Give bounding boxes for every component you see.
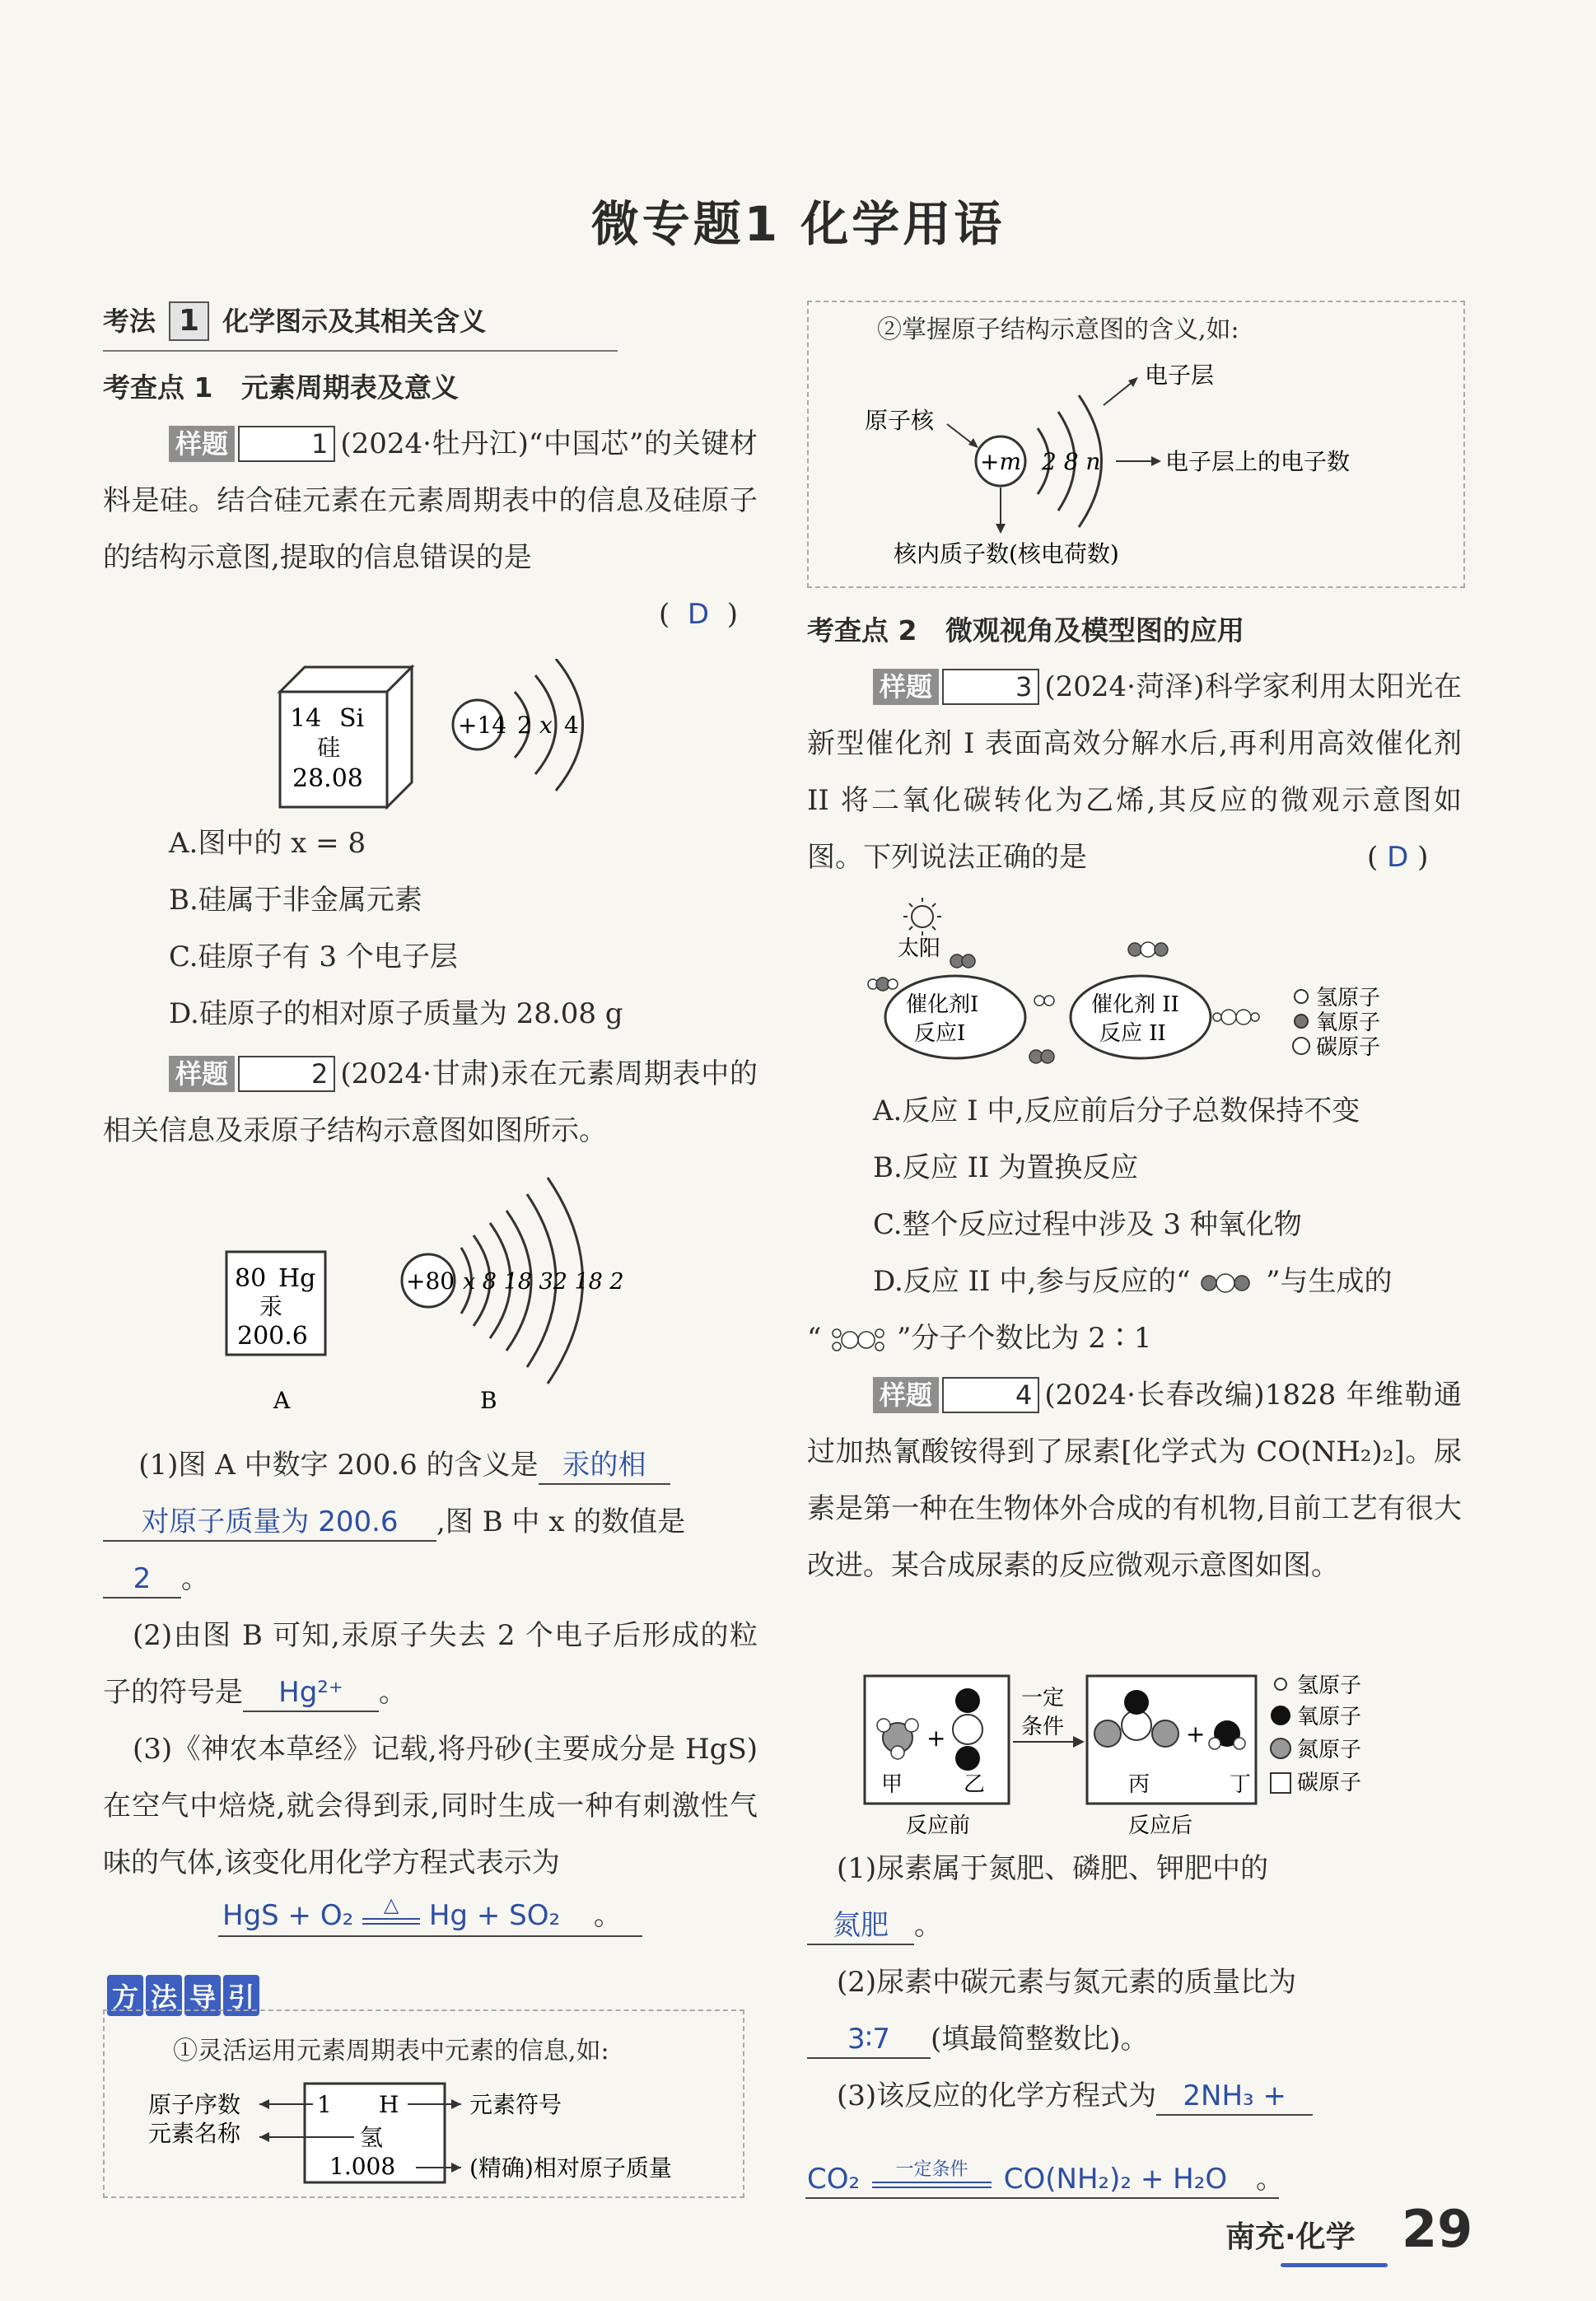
guide-item2: ②掌握原子结构示意图的含义,如: (877, 315, 1239, 344)
option-a: A.图中的 x = 8 (169, 827, 366, 860)
si-shell2: x (539, 712, 553, 739)
legend-h (1275, 1678, 1286, 1690)
page-title: 微专题1 化学用语 (590, 196, 1006, 252)
ex4-num: 4 (942, 1377, 1039, 1413)
footer-label: 南充·化学 (1225, 2220, 1356, 2254)
ex1-tag: 样题 (169, 426, 235, 462)
hg-symbol: Hg (278, 1264, 316, 1293)
label-jia: 甲 (881, 1772, 903, 1797)
hg-number: 80 (235, 1264, 267, 1293)
guide-left1: 原子序数 (148, 2091, 241, 2118)
legend-c (1293, 1038, 1309, 1054)
ex2-q2: (2)由图 B 可知,汞原子失去 2 个电子后形成的粒子的符号是 Hg²⁺ 。 (103, 1608, 758, 1721)
ex2-q3: (3)《神农本草经》记载,将丹砂(主要成分是 HgS)在空气中焙烧,就会得到汞,同时生成一种有刺激性气味的气体,该变化用化学方程式表示为 (103, 1733, 758, 1879)
guide-protons-label: 核内质子数(核电荷数) (894, 540, 1119, 567)
ex4-q3-blank-line (805, 2197, 1279, 2199)
legend-c-label: 碳原子 (1316, 1035, 1381, 1060)
ex2-text: (2024·甘肃)汞在元素周期表中的相关信息及汞原子结构示意图如图所示。 (103, 1057, 758, 1147)
catalyst1-loop (885, 976, 1025, 1058)
point1-label: 考查点 1 (103, 371, 213, 404)
legend-h-label: 氢原子 (1297, 1673, 1362, 1698)
ex4-q1: (1)尿素属于氮肥、磷肥、钾肥中的 氮肥 。 (807, 1841, 1462, 1954)
ex3-answer-value: D (1387, 841, 1409, 874)
guide-nucleus-charge: +m (980, 448, 1022, 475)
molecule-atom (962, 954, 975, 968)
legend-c (1271, 1773, 1290, 1793)
point2-heading (807, 609, 1244, 648)
guide-name: 氢 (360, 2124, 384, 2151)
heat-arrow: △ (362, 1918, 420, 1925)
option-c: C.整个反应过程中涉及 3 种氧化物 (873, 1208, 1302, 1241)
ex1-answer-value: D (687, 598, 710, 631)
option-b: B.硅属于非金属元素 (169, 884, 422, 917)
footer-accent (1281, 2263, 1388, 2267)
method-heading (103, 301, 486, 341)
cat2-label: 催化剂 II (1091, 992, 1179, 1017)
option-d: D.反应 II 中,参与反应的“ ”与生成的 (873, 1265, 1393, 1298)
hg-nucleus-charge: +80 (406, 1267, 455, 1295)
ex3-answer: ( D ) (1367, 841, 1429, 874)
ex4-tag: 样题 (873, 1377, 939, 1413)
option-d: D.硅原子的相对原子质量为 28.08 g (169, 997, 623, 1030)
ex2-stem (103, 1046, 758, 1160)
periodic-cell-figure (144, 2075, 737, 2191)
legend-o-label: 氧原子 (1297, 1705, 1362, 1729)
ex4-q2-answer: 3∶7 (807, 2021, 931, 2059)
condition-arrow: 一定条件 (872, 2182, 992, 2188)
hg-label-a: A (273, 1387, 291, 1414)
sun-rays (903, 898, 941, 936)
si-shell1: 2 (517, 712, 532, 739)
option-a: A.反应 I 中,反应前后分子总数保持不变 (873, 1094, 1360, 1127)
guide-right2: (精确)相对原子质量 (469, 2154, 672, 2182)
point2-title: 微观视角及模型图的应用 (945, 614, 1244, 646)
legend-n (1271, 1739, 1290, 1758)
sun-icon (912, 906, 933, 927)
page-number: 29 (1402, 2199, 1473, 2259)
option-b: B.反应 II 为置换反应 (873, 1151, 1139, 1184)
ex4-text: (2024·长春改编)1828 年维勒通过加热氰酸铵得到了尿素[化学式为 CO(NH₂)₂]。尿素是第一种在生物体外合成的有机物,目前工艺有很大改进。某合成尿素的反应微观示意图如图。 (807, 1379, 1462, 1582)
legend-o (1271, 1706, 1290, 1725)
ex4-q3-answer-a: 2NH₃ + (1156, 2078, 1313, 2116)
guide-number: 1 (317, 2091, 332, 2118)
method-title: 化学图示及其相关含义 (222, 306, 487, 337)
si-shell3: 4 (564, 712, 579, 739)
label-ding: 丁 (1230, 1772, 1252, 1797)
label-after: 反应后 (1128, 1813, 1193, 1838)
ex1-answer: ( D ) (659, 598, 738, 631)
hg-mass: 200.6 (237, 1322, 308, 1351)
point2-label: 考查点 2 (807, 614, 917, 646)
ex2-q1: (1)图 A 中数字 200.6 的含义是 汞的相 对原子质量为 200.6 ,图 B 中 x 的数值是 2 。 (103, 1437, 758, 1608)
ex2-q1-answer-b: 对原子质量为 200.6 (103, 1504, 436, 1542)
option-c: C.硅原子有 3 个电子层 (169, 940, 458, 973)
ex1-options (169, 815, 623, 1043)
legend-h (1295, 990, 1308, 1003)
ex2-num: 2 (238, 1056, 335, 1092)
ex4-q1-answer: 氮肥 (807, 1907, 914, 1945)
ex2-q2-answer: Hg²⁺ (243, 1674, 379, 1712)
guide-nucleus-label: 原子核 (865, 407, 935, 434)
ex1-text: (2024·牡丹江)“中国芯”的关键材料是硅。结合硅元素在元素周期表中的信息及硅原子的结构示意图,提取的信息错误的是 (103, 427, 758, 574)
cube-side (387, 667, 412, 807)
guide-item1: ①灵活运用元素周期表中元素的信息,如: (173, 2037, 609, 2065)
si-number: 14 (290, 704, 322, 733)
point1-heading (103, 366, 459, 405)
ex3-text: (2024·菏泽)科学家利用太阳光在新型催化剂 I 表面高效分解水后,再利用高效催化剂 II 将二氧化碳转化为乙烯,其反应的微观示意图如图。下列说法正确的是 (807, 670, 1462, 874)
catalyst-cycle-figure (856, 894, 1449, 1083)
ex4-q3-answer-line: CO₂ 一定条件 CO(NH₂)₂ + H₂O 。 (807, 2159, 1284, 2196)
si-symbol: Si (339, 704, 365, 733)
guide-shells: 2 8 n (1042, 448, 1101, 475)
guide-left2: 元素名称 (148, 2120, 241, 2147)
ex3-options (873, 1083, 1466, 1310)
method-guide-badge: 方 法 导 引 (107, 1975, 259, 2016)
hg-label-b: B (480, 1387, 497, 1414)
ex1-stem (103, 416, 758, 586)
cat2-reaction: 反应 II (1099, 1021, 1166, 1046)
si-nucleus-charge: +14 (458, 712, 507, 739)
guide-mass: 1.008 (329, 2153, 396, 2180)
hg-shells: x 8 18 32 18 2 (463, 1269, 624, 1295)
guide-electrons-label: 电子层上的电子数 (1165, 448, 1351, 475)
cond-line2: 条件 (1021, 1715, 1065, 1739)
ex3-stem (807, 659, 1462, 886)
ex2-tag: 样题 (169, 1056, 235, 1092)
hg-name: 汞 (259, 1293, 283, 1320)
method-number: 1 (169, 301, 209, 341)
legend-h-label: 氢原子 (1316, 986, 1381, 1010)
point1-title: 元素周期表及意义 (240, 371, 459, 404)
cond-line1: 一定 (1021, 1686, 1065, 1711)
cat1-reaction: 反应I (914, 1021, 966, 1046)
label-before: 反应前 (906, 1813, 971, 1838)
cat1-label: 催化剂I (906, 992, 979, 1017)
label-yi: 乙 (964, 1772, 986, 1797)
legend-o-label: 氧原子 (1316, 1010, 1381, 1035)
silicon-figure (272, 659, 601, 815)
svg-text:+: + (926, 1725, 946, 1752)
option-d-cont: “ ”分子个数比为 2∶1 (807, 1322, 1152, 1355)
ex4-q3: (3)该反应的化学方程式为 2NH₃ + (807, 2068, 1462, 2125)
heading-rule (103, 350, 618, 352)
si-mass: 28.08 (292, 764, 363, 793)
legend-n-label: 氮原子 (1297, 1738, 1362, 1762)
mercury-figure (222, 1169, 651, 1433)
sun-label: 太阳 (898, 936, 941, 961)
ex3-num: 3 (942, 669, 1039, 705)
svg-text:+: + (1186, 1720, 1206, 1748)
catalyst2-loop (1071, 976, 1211, 1058)
ex2-q3-blank-line (218, 1935, 642, 1937)
guide-shell-label: 电子层 (1145, 362, 1215, 389)
method-label: 考法 (103, 306, 156, 337)
co2-molecule-icon (1199, 1272, 1257, 1295)
guide-symbol: H (379, 2091, 399, 2118)
ex4-q2: (2)尿素中碳元素与氮元素的质量比为 3∶7 (填最简整数比)。 (807, 1954, 1462, 2068)
ethylene-molecule-icon (830, 1327, 888, 1353)
ex1-num: 1 (238, 426, 335, 462)
guide-right1: 元素符号 (469, 2091, 562, 2118)
legend-c-label: 碳原子 (1297, 1771, 1362, 1795)
ex3-tag: 样题 (873, 669, 939, 705)
legend-o (1295, 1015, 1308, 1028)
atom-structure-figure (848, 346, 1441, 576)
urea-reaction-figure (861, 1668, 1462, 1845)
si-name: 硅 (317, 734, 341, 761)
ex2-q1-answer-x: 2 (103, 1561, 181, 1599)
label-bing: 丙 (1128, 1772, 1150, 1797)
ex2-q1-answer-a: 汞的相 (539, 1447, 670, 1485)
ex4-stem (807, 1367, 1462, 1594)
ex2-q3-answer: HgS + O₂ △ Hg + SO₂ 。 (222, 1893, 622, 1932)
